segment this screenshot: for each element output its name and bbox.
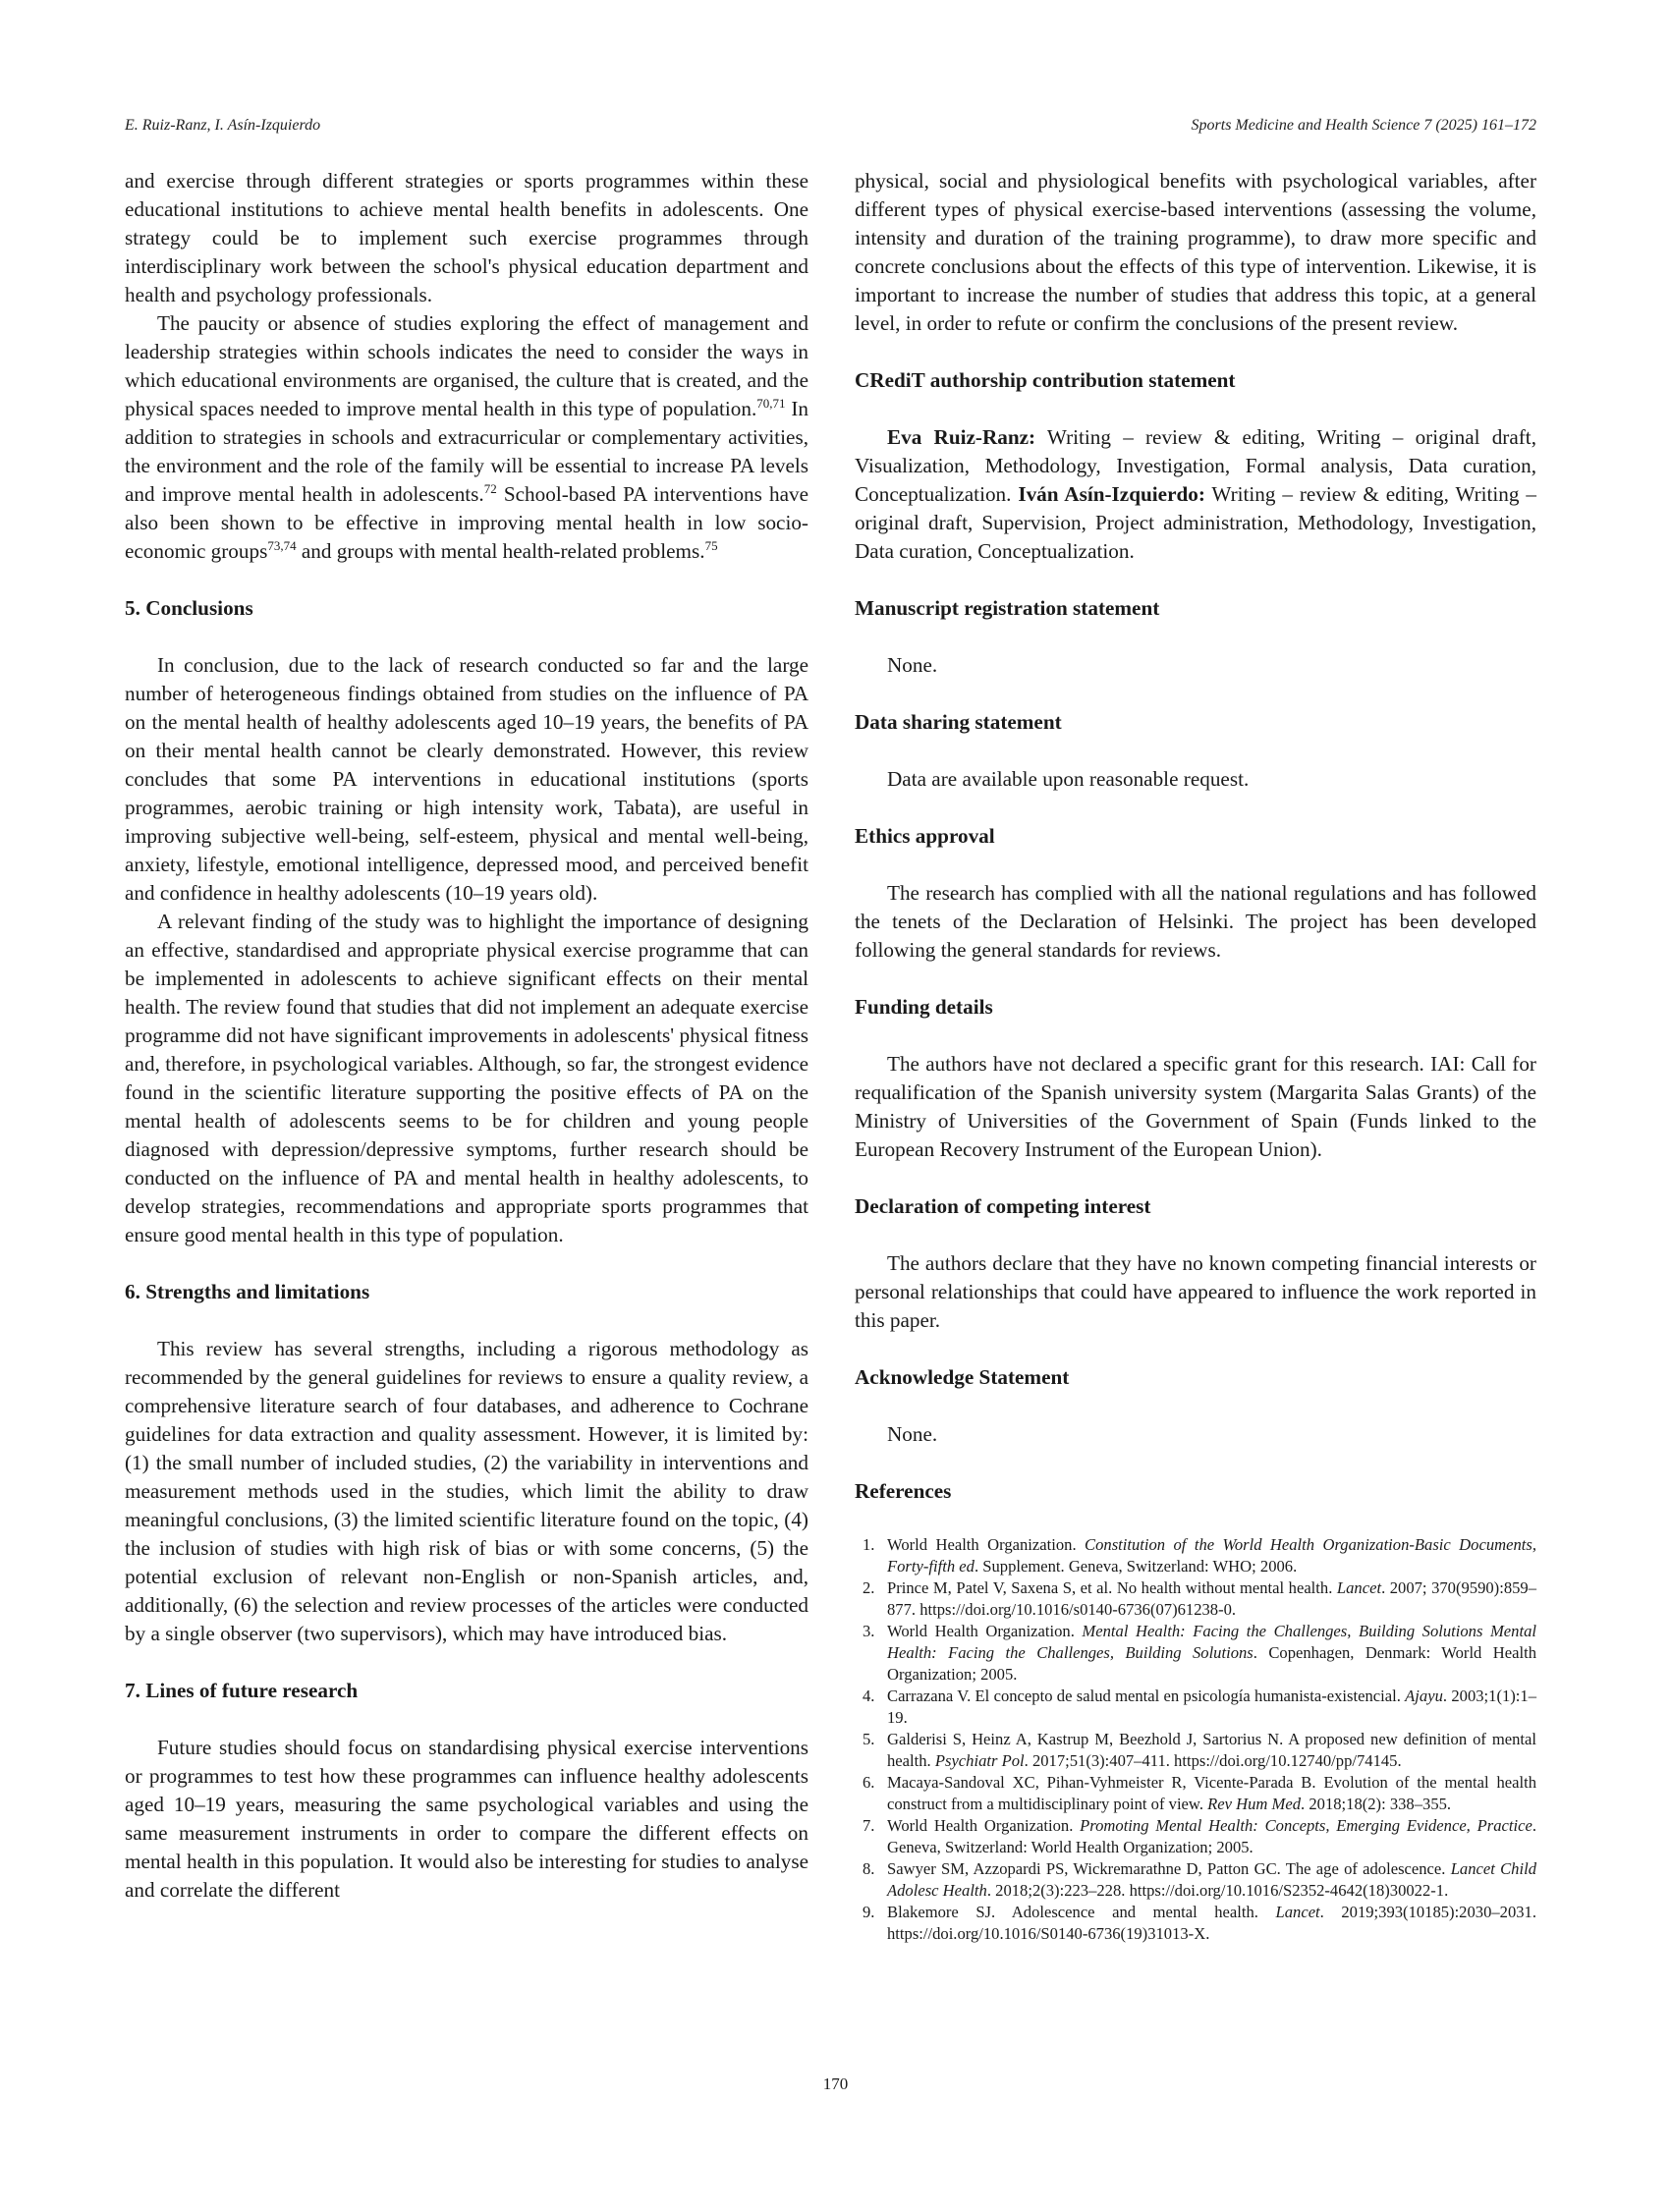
text: . Geneva, Switzerland: World Health Organization; 2005. [887,1816,1536,1856]
author-name: Iván Asín-Izquierdo: [1018,482,1205,506]
paragraph: Future studies should focus on standardising physical exercise interventions or programmes to test how these programmes can influence healthy adolescents aged 10–19 years, measuring the same psychological variables and using the same measurement instruments in order to compare the different effects on mental health in this population. It would also be interesting for studies to analyse and correlate the different [125,1736,808,1902]
reference-item [855,1577,1536,1621]
paragraph: In conclusion, due to the lack of research conducted so far and the large number of heterogeneous findings obtained from studies on the influence of PA on the mental health of healthy adolescents aged 10–19 years, the benefits of PA on their mental health cannot be clearly demonstrated. However, this review concludes that some PA interventions in educational institutions (sports programmes, aerobic training or high intensity work, Tabata), are useful in improving subjective well-being, self-esteem, physical and mental well-being, anxiety, lifestyle, emotional intelligence, depressed mood, and perceived benefit and confidence in healthy adolescents (10–19 years old). [125,653,808,905]
text: Rev Hum Med [1207,1795,1302,1813]
text: Prince M, Patel V, Saxena S, et al. No health without mental health. [887,1578,1337,1597]
reference-number: 6. [863,1773,875,1792]
reference-item [855,1902,1536,1945]
section-heading-funding: Funding details [855,995,993,1019]
author-name: Eva Ruiz-Ranz: [887,425,1036,449]
text: . 2019;393(10185):2030–2031. https://doi.org/10.1016/S0140-6736(19)31013-X. [887,1903,1537,1943]
reference-number: 8. [863,1859,875,1878]
paragraph: A relevant finding of the study was to highlight the importance of designing an effective, standardised and appropriate physical exercise programme that can be implemented in adolescents to achieve significant effects on their mental health. The review found that studies that did not implement an adequate exercise programme did not have significant improvements in adolescents' physical fitness and, therefore, in psychological variables. Although, so far, the strongest evidence found in the scientific literature supporting the positive effects of PA on the mental health of adolescents seems to be for children and young people diagnosed with depression/depressive symptoms, further research should be conducted on the influence of PA and mental health in healthy adolescents, to develop strategies, recommendations and appropriate sports programmes that ensure good mental health in this type of population. [125,910,808,1246]
section-heading-strengths: 6. Strengths and limitations [125,1280,370,1303]
header-journal: Sports Medicine and Health Science 7 (2025) 161–172 [1191,117,1536,134]
text: The paucity or absence of studies exploring the effect of management and leadership strategies within schools indicates the need to consider the ways in which educational environments are organised, the culture that is created, and the physical spaces needed to improve mental health in this type of population. [125,311,808,420]
text: . Supplement. Geneva, Switzerland: WHO; 2006. [974,1557,1298,1576]
citation: 72 [483,480,497,496]
text: Writing – review & editing, Writing – original draft, Supervision, Project administration, Methodology, Investigation, Data curation, Conceptualization. [855,482,1536,563]
text: . 2003;1(1):1–19. [887,1687,1536,1727]
text: Psychiatr Pol [934,1751,1025,1770]
reference-item [855,1815,1536,1858]
text: . 2017;51(3):407–411. https://doi.org/10.12740/pp/74145. [1024,1751,1402,1770]
reference-number: 7. [863,1816,875,1835]
text: and groups with mental health-related problems. [296,539,705,563]
reference-number: 5. [863,1730,875,1748]
section-heading-acknowledge: Acknowledge Statement [855,1365,1070,1389]
text: Blakemore SJ. Adolescence and mental health. [887,1903,1276,1921]
paragraph: The authors have not declared a specific grant for this research. IAI: Call for requalification of the Spanish university system (Margarita Salas Grants) of the Ministry of Universities of the Government of Spain (Funds linked to the European Recovery Instrument of the European Union). [855,1052,1536,1161]
text: Lancet Child Adolesc Health [887,1859,1537,1900]
paragraph: None. [887,1422,938,1446]
section-heading-future-research: 7. Lines of future research [125,1679,359,1702]
paragraph: The research has complied with all the national regulations and has followed the tenets of the Declaration of Helsinki. The project has been developed following the general standards for reviews. [855,881,1536,962]
reference-item [855,1772,1536,1815]
reference-number: 3. [863,1622,875,1640]
section-heading-references: References [855,1479,952,1503]
text: Galderisi S, Heinz A, Kastrup M, Beezhold J, Sartorius N. A proposed new definition of mental health. [887,1730,1536,1770]
text: World Health Organization. [887,1816,1081,1835]
citation: 70,71 [756,395,786,411]
text: Lancet [1275,1903,1320,1921]
paragraph: and exercise through different strategies or sports programmes within these educational institutions to achieve mental health benefits in adolescents. One strategy could be to implement such exercise programmes through interdisciplinary work between the school's physical education department and health and psychology professionals. [125,169,808,306]
page-number: 170 [822,2074,849,2093]
paragraph: The authors declare that they have no known competing financial interests or personal relationships that could have appeared to influence the work reported in this paper. [855,1251,1536,1332]
header-authors: E. Ruiz-Ranz, I. Asín-Izquierdo [125,117,321,134]
paragraph: This review has several strengths, including a rigorous methodology as recommended by the general guidelines for reviews to ensure a quality review, a comprehensive literature search of four databases, and adherence to Cochrane guidelines for data extraction and quality assessment. However, it is limited by: (1) the small number of included studies, (2) the variability in interventions and measurement methods used in the studies, which limit the ability to draw meaningful conclusions, (3) the limited scientific literature found on the topic, (4) the inclusion of studies with high risk of bias or with some concerns, (5) the potential exclusion of relevant non-English or non-Spanish articles, and, additionally, (6) the selection and review processes of the articles were conducted by a single observer (two supervisors), which may have introduced bias. [125,1337,808,1645]
text: Sawyer SM, Azzopardi PS, Wickremarathne D, Patton GC. The age of adolescence. [887,1859,1451,1878]
reference-item [855,1686,1536,1729]
paragraph: physical, social and physiological benefits with psychological variables, after different types of physical exercise-based interventions (assessing the volume, intensity and duration of the training programme), to draw more specific and concrete conclusions about the effects of this type of intervention. Likewise, it is important to increase the number of studies that address this topic, at a general level, in order to refute or confirm the conclusions of the present review. [855,169,1536,335]
reference-number: 9. [863,1903,875,1921]
section-heading-ethics: Ethics approval [855,824,995,848]
reference-number: 2. [863,1578,875,1597]
reference-item [855,1729,1536,1772]
paragraph [125,309,808,566]
text: . 2007; 370(9590):859–877. https://doi.org/10.1016/s0140-6736(07)61238-0. [887,1578,1537,1619]
citation: 73,74 [267,537,297,553]
section-heading-data-sharing: Data sharing statement [855,710,1062,734]
section-heading-competing: Declaration of competing interest [855,1194,1151,1218]
reference-list [855,1534,1536,1945]
section-heading-credit: CRediT authorship contribution statement [855,368,1236,392]
text: World Health Organization. [887,1622,1083,1640]
text: Carrazana V. El concepto de salud mental en psicología humanista-existencial. [887,1687,1406,1705]
reference-number: 1. [863,1535,875,1554]
section-heading-manuscript: Manuscript registration statement [855,596,1160,620]
text: Promoting Mental Health: Concepts, Emerging Evidence, Practice [1080,1816,1532,1835]
text: Macaya-Sandoval XC, Pihan-Vyhmeister R, Vicente-Parada B. Evolution of the mental health construct from a multidisciplinary point of view. [887,1773,1536,1813]
text: School-based PA interventions have also been shown to be effective in improving mental health in low socio-economic groups [125,482,809,563]
right-column [855,167,1536,1945]
paragraph: Data are available upon reasonable request. [887,767,1250,791]
reference-item [855,1858,1536,1902]
reference-number: 4. [863,1687,875,1705]
text: Constitution of the World Health Organization-Basic Documents, Forty-fifth ed [887,1535,1536,1576]
citation: 75 [704,537,718,553]
text: Mental Health: Facing the Challenges, Building Solutions Mental Health: Facing the Challenges, Building Solutions [887,1622,1536,1662]
text: World Health Organization. [887,1535,1086,1554]
paragraph: None. [887,653,938,677]
left-column [125,167,808,1905]
paragraph [855,423,1536,566]
text: Writing – review & editing, Writing – original draft, Visualization, Methodology, Investigation, Formal analysis, Data curation, Conceptualization. [855,425,1536,506]
text: Lancet [1336,1578,1382,1597]
reference-item [855,1621,1536,1686]
text: . Copenhagen, Denmark: World Health Organization; 2005. [887,1643,1536,1684]
text: . 2018;18(2): 338–355. [1301,1795,1452,1813]
reference-item [855,1534,1536,1577]
text: . 2018;2(3):223–228. https://doi.org/10.1016/S2352-4642(18)30022-1. [986,1881,1449,1900]
text: Ajayu [1405,1687,1443,1705]
text: In addition to strategies in schools and extracurricular or complementary activities, the environment and the role of the family will be essential to increase PA levels and improve mental health in adolescents. [125,397,808,506]
section-heading-conclusions: 5. Conclusions [125,596,253,620]
